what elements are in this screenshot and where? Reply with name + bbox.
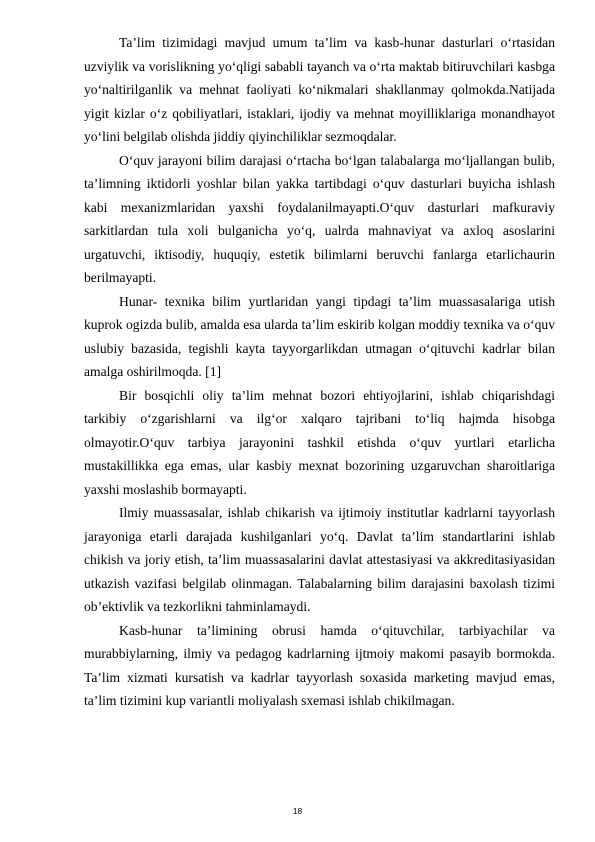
document-body [84,31,555,713]
paragraph-5: Ilmiy muassasalar, ishlab chikarish va ijtimoiy institutlar kadrlarni tayyorlash jarayoniga etarli darajada kushilganlari yo‘q. Davlat ta’lim standartlarini ishlab chikish va joriy etish, ta’lim muassasalarini davlat attestasiyasi va akkreditasiyasidan utkazish vazifasi belgilab olinmagan. Talabalarning bilim darajasini baxolash tizimi ob’ektivlik va tezkorlikni tahminlamaydi. [84,505,555,614]
paragraph-3: Hunar- texnika bilim yurtlaridan yangi tipdagi ta’lim muassasalariga utish kuprok ogizda bulib, amalda esa ularda ta’lim eskirib kolgan moddiy texnika va o‘quv uslubiy bazasida, tegishli kayta tayyorgarlikdan utmagan o‘qituvchi kadrlar bilan amalga oshirilmoqda. [1] [84,293,555,379]
page-number: 18 [292,806,303,816]
paragraph-6: Kasb-hunar ta’limining obrusi hamda o‘qituvchilar, tarbiyachilar va murabbiylarning, ilmiy va pedagog kadrlarning ijtmoiy makomi pasayib bormokda. Ta’lim xizmati kursatish va kadrlar tayyorlash soxasida marketing mavjud emas, ta’lim tizimini kup variantli moliyalash sxemasi ishlab chikilmagan. [84,622,555,708]
paragraph-2: O‘quv jarayoni bilim darajasi o‘rtacha bo‘lgan talabalarga mo‘ljallangan bulib, ta’limning iktidorli yoshlar bilan yakka tartibdagi o‘quv dasturlari buyicha ishlash kabi mexanizmlaridan yaxshi foydalanilmayapti.O‘quv dasturlari mafkuraviy sarkitlardan tula xoli bulganicha yo‘q, ualrda mahnaviyat va axloq asoslarini urgatuvchi, iktisodiy, huquqiy, estetik bilimlarni beruvchi fanlarga etarlichaurin berilmayapti. [84,152,555,285]
paragraph-1: Ta’lim tizimidagi mavjud umum ta’lim va kasb-hunar dasturlari o‘rtasidan uzviylik va vorislikning yo‘qligi sababli tayanch va o‘rta maktab bitiruvchilari kasbga yo‘naltirilganlik va mehnat faoliyati ko‘nikmalari shakllanmay qolmokda.Natijada yigit kizlar o‘z qobiliyatlari, istaklari, ijodiy va mehnat moyilliklariga monandhayot yo‘lini belgilab olishda jiddiy qiyinchiliklar sezmoqdalar. [84,35,555,144]
paragraph-4: Bir bosqichli oliy ta’lim mehnat bozori ehtiyojlarini, ishlab chiqarishdagi tarkibiy o‘zgarishlarni va ilg‘or xalqaro tajribani to‘liq hajmda hisobga olmayotir.O‘quv tarbiya jarayonini tashkil etishda o‘quv yurtlari etarlicha mustakillikka ega emas, ular kasbiy mexnat bozorining uzgaruvchan sharoitlariga yaxshi moslashib bormayapti. [84,387,555,497]
